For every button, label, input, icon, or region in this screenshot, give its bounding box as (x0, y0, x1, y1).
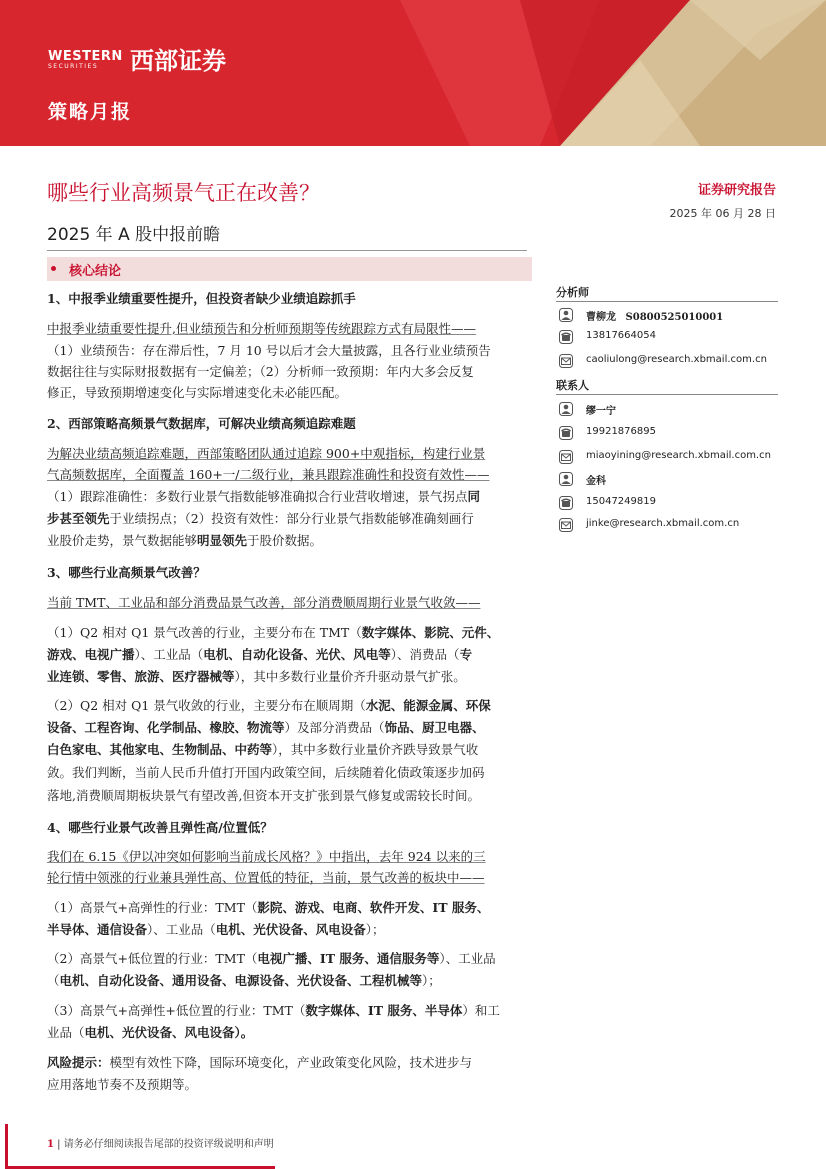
paragraph-line: 业品（电机、光伏设备、风电设备）。 (47, 1025, 254, 1040)
paragraph-line: 修正，导致预期增速变化与实际增速变化未必能匹配。 (47, 385, 348, 400)
paragraph-line: （1）跟踪准确性：多数行业景气指数能够准确拟合行业营收增速，景气拐点同 (47, 489, 480, 504)
footer (47, 1135, 274, 1150)
core-conclusion-bar (47, 257, 532, 281)
paragraph-line: （2）Q2 相对 Q1 景气收敛的行业，主要分布在顺周期（水泥、能源金属、环保 (47, 698, 491, 713)
paragraph-line: 设备、工程咨询、化学制品、橡胶、物流等）及部分消费品（饰品、厨卫电器、 (47, 720, 485, 735)
risk-line: 风险提示：模型有效性下降，国际环境变化，产业政策变化风险，技术进步与 (47, 1055, 473, 1070)
analyst-name-row (556, 306, 778, 324)
paragraph-line: 数据往往与实际财报数据有一定偏差；（2）分析师一致预期：年内大多会反复 (47, 364, 474, 379)
report-category: 证券研究报告 (697, 183, 776, 198)
risk-line: 应用落地节奏不及预期等。 (47, 1077, 198, 1092)
contact-phone-row (556, 494, 778, 512)
paragraph-line: 步甚至领先于业绩拐点；（2）投资有效性：部分行业景气指数能够准确刻画行 (47, 511, 474, 526)
contact-phone: 19921876895 (586, 426, 656, 437)
phone-icon (559, 330, 573, 344)
section-1-heading: 1、中报季业绩重要性提升，但投资者缺少业绩追踪抓手 (47, 291, 356, 306)
paragraph-line: （1）业绩预告：存在滞后性，7 月 10 号以后才会大量披露，且各行业业绩预告 (47, 343, 491, 358)
section-3-heading: 3、哪些行业高频景气改善？ (47, 565, 206, 580)
paragraph-line: （1）高景气+高弹性的行业：TMT（影院、游戏、电商、软件开发、IT 服务、 (47, 900, 490, 915)
contact-name-row (556, 470, 778, 488)
section-4-lead: 轮行情中领涨的行业兼具弹性高、位置低的特征，当前，景气改善的板块中—— (47, 870, 485, 885)
banner-graphic (0, 0, 826, 146)
logo-western: WESTERN SECURITIES (48, 49, 123, 70)
paragraph-line: 落地,消费顺周期板块景气有望改善,但资本开支扩张到景气修复或需较长时间。 (47, 788, 480, 803)
mail-icon (559, 450, 573, 464)
bullet-icon (51, 266, 56, 271)
contact-email[interactable]: jinke@research.xbmail.com.cn (586, 518, 740, 529)
contact-email-row (556, 448, 778, 466)
section-4-lead: 我们在 6.15《伊以冲突如何影响当前成长风格？》中指出，去年 924 以来的三 (47, 849, 486, 864)
phone-icon (559, 426, 573, 440)
report-type: 策略月报 (48, 101, 133, 123)
phone-icon (559, 496, 573, 510)
sidebar-divider (556, 394, 778, 395)
page-title: 哪些行业高频景气正在改善？ (47, 181, 320, 205)
person-icon (559, 308, 573, 322)
paragraph-line: （2）高景气+低位置的行业：TMT（电视广播、IT 服务、通信服务等）、工业品 (47, 951, 496, 966)
header-banner (0, 0, 826, 146)
paragraph-line: 游戏、电视广播）、工业品（电机、自动化设备、光伏、风电等）、消费品（专 (47, 647, 473, 662)
analyst-phone: 13817664054 (586, 330, 656, 341)
footer-notice: 请务必仔细阅读报告尾部的投资评级说明和声明 (63, 1139, 274, 1150)
section-2-lead: 气高频数据库，全面覆盖 160+一/二级行业，兼具跟踪准确性和投资有效性—— (47, 467, 490, 482)
contact-name-row (556, 400, 778, 418)
contact-email[interactable]: miaoyining@research.xbmail.com.cn (586, 450, 771, 461)
mail-icon (559, 354, 573, 368)
section-4-heading: 4、哪些行业景气改善且弹性高/位置低？ (47, 820, 273, 835)
analyst-email-row (556, 352, 778, 370)
contact-name: 金科 (586, 476, 606, 487)
paragraph-line: 白色家电、其他家电、生物制品、中药等），其中多数行业量价齐跌导致景气收 (47, 742, 479, 757)
contact-name: 缪一宁 (586, 406, 616, 417)
section-2-lead: 为解决业绩高频追踪难题，西部策略团队通过追踪 900+中观指标，构建行业景 (47, 446, 486, 461)
analyst-email[interactable]: caoliulong@research.xbmail.com.cn (586, 354, 767, 365)
analyst-label: 分析师 (556, 286, 589, 299)
paragraph-line: （1）Q2 相对 Q1 景气改善的行业，主要分布在 TMT（数字媒体、影院、元件、 (47, 625, 500, 640)
paragraph-line: 业连锁、零售、旅游、医疗器械等），其中多数行业量价齐升驱动景气扩张。 (47, 669, 466, 684)
analyst-cert: S0800525010001 (625, 312, 724, 323)
page-subtitle: 2025 年 A 股中报前瞻 (47, 225, 221, 245)
analyst-name: 曹柳龙 (586, 312, 616, 323)
logo-cn: 西部证券 (130, 47, 226, 75)
contact-email-row (556, 516, 778, 534)
risk-label: 风险提示： (47, 1055, 110, 1070)
title-divider (47, 250, 527, 251)
contact-phone-row (556, 424, 778, 442)
analyst-phone-row (556, 328, 778, 346)
section-1-lead: 中报季业绩重要性提升,但业绩预告和分析师预期等传统跟踪方式有局限性—— (47, 321, 476, 336)
paragraph-line: 敛。我们判断，当前人民币升值打开国内政策空间，后续随着化债政策逐步加码 (47, 765, 485, 780)
paragraph-line: （电机、自动化设备、通用设备、电源设备、光伏设备、工程机械等）； (47, 973, 441, 988)
paragraph-line: （3）高景气+高弹性+低位置的行业：TMT（数字媒体、IT 服务、半导体）和工 (47, 1003, 500, 1018)
person-icon (559, 402, 573, 416)
person-icon (559, 472, 573, 486)
paragraph-line: 半导体、通信设备）、工业品（电机、光伏设备、风电设备）； (47, 922, 385, 937)
report-date: 2025 年 06 月 28 日 (669, 207, 776, 220)
footer-separator: | (57, 1139, 61, 1150)
mail-icon (559, 518, 573, 532)
section-3-lead: 当前 TMT、工业品和部分消费品景气改善，部分消费顺周期行业景气收敛—— (47, 595, 481, 610)
paragraph-line: 业股价走势，景气数据能够明显领先于股价数据。 (47, 533, 323, 548)
section-2-heading: 2、西部策略高频景气数据库，可解决业绩高频追踪难题 (47, 416, 356, 431)
contact-label: 联系人 (556, 379, 589, 392)
sidebar-divider (556, 301, 778, 302)
core-conclusion-label: 核心结论 (69, 264, 122, 279)
page-number: 1 (47, 1139, 54, 1150)
corner-decoration (5, 1124, 8, 1169)
contact-phone: 15047249819 (586, 496, 656, 507)
